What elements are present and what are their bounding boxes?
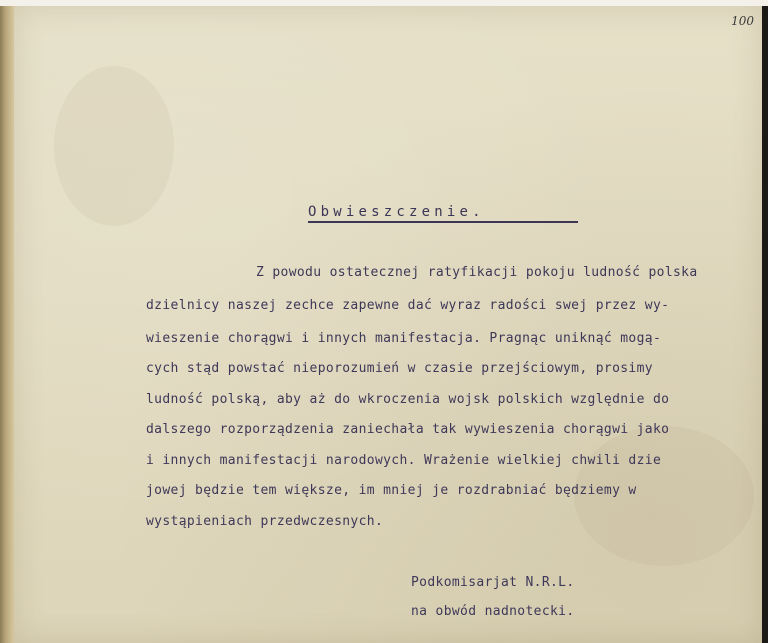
paper-stain: [54, 66, 174, 226]
page-number: 100: [731, 14, 754, 28]
document-title: Obwieszczenie.: [308, 204, 578, 223]
body-line: i innych manifestacji narodowych. Wrażenie wielkiej chwili dzie: [146, 453, 662, 468]
body-line: jowej będzie tem większe, im mniej je rozdrabniać będziemy w: [146, 483, 637, 498]
body-line: wystąpieniach przedwczesnych.: [146, 514, 384, 529]
paper-page: [14, 6, 762, 643]
body-line: dalszego rozporządzenia zaniechała tak wywieszenia chorągwi jako: [146, 422, 670, 437]
binding-edge: [0, 6, 14, 643]
signature-line-2: na obwód nadnotecki.: [411, 604, 575, 619]
body-line: dzielnicy naszej zechce zapewne dać wyraz radości swej przez wy-: [146, 298, 670, 313]
body-line: wieszenie chorągwi i innych manifestacja. Pragnąc uniknąć mogą-: [146, 331, 662, 346]
body-line: Z powodu ostatecznej ratyfikacji pokoju ludność polska: [256, 265, 698, 280]
body-line: ludność polską, aby aż do wkroczenia wojsk polskich względnie do: [146, 392, 670, 407]
body-line: cych stąd powstać nieporozumień w czasie przejściowym, prosimy: [146, 361, 653, 376]
signature-line-1: Podkomisarjat N.R.L.: [411, 575, 575, 590]
